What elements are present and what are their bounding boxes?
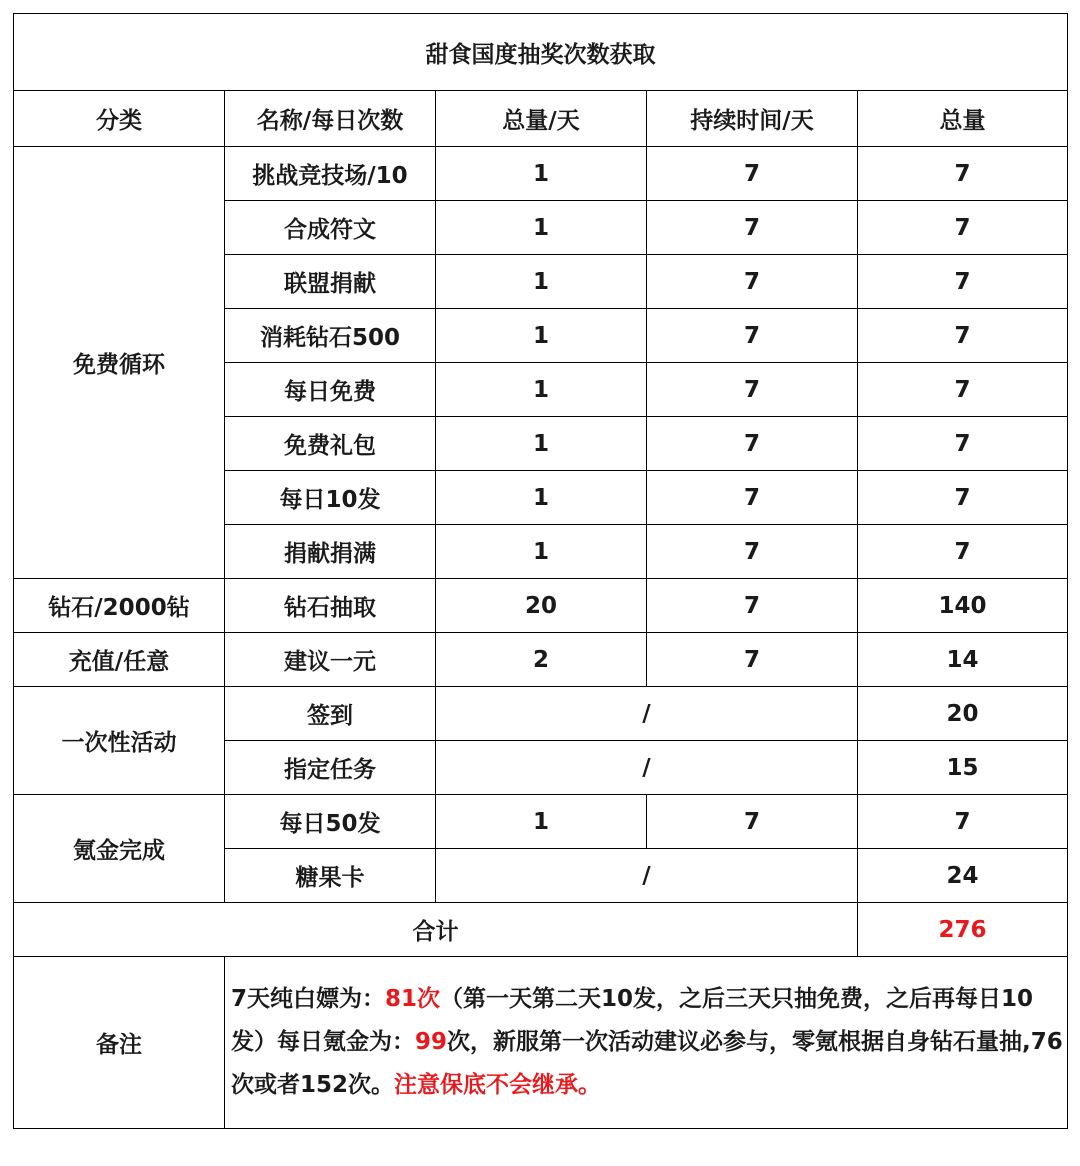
item-duration: 7	[647, 363, 858, 417]
item-total: 7	[858, 471, 1068, 525]
note-part-1: 7天纯白嫖为：	[231, 986, 386, 1012]
note-warning: 注意保底不会继承。	[394, 1072, 602, 1098]
item-duration: 7	[647, 579, 858, 633]
item-total: 7	[858, 363, 1068, 417]
item-name: 每日10发	[225, 471, 436, 525]
item-name: 消耗钻石500	[225, 309, 436, 363]
item-per-day: 2	[436, 633, 647, 687]
item-per-day: 1	[436, 525, 647, 579]
item-total: 7	[858, 147, 1068, 201]
item-per-day: 1	[436, 201, 647, 255]
category-cell-diamond: 钻石/2000钻	[14, 579, 225, 633]
item-name: 挑战竞技场/10	[225, 147, 436, 201]
table-row	[14, 687, 1068, 741]
item-total: 7	[858, 525, 1068, 579]
item-per-day: 1	[436, 309, 647, 363]
item-total: 7	[858, 201, 1068, 255]
note-free-count: 81次	[385, 986, 441, 1012]
table-row	[14, 579, 1068, 633]
item-name: 指定任务	[225, 741, 436, 795]
title-row	[14, 14, 1068, 91]
category-cell-onetime: 一次性活动	[14, 687, 225, 795]
item-total: 14	[858, 633, 1068, 687]
item-name: 每日50发	[225, 795, 436, 849]
lottery-table-container	[13, 13, 1068, 1129]
item-duration: 7	[647, 525, 858, 579]
table-row	[14, 795, 1068, 849]
item-duration: 7	[647, 255, 858, 309]
note-text	[225, 957, 1068, 1129]
item-duration: 7	[647, 471, 858, 525]
item-duration: 7	[647, 417, 858, 471]
item-name: 捐献捐满	[225, 525, 436, 579]
item-name: 免费礼包	[225, 417, 436, 471]
item-name: 建议一元	[225, 633, 436, 687]
note-part-3: （第一天第二天10发，之后三天只抽免费，之后再每日10发）每日氪金为：	[231, 986, 1034, 1055]
lottery-count-table	[13, 13, 1068, 1129]
item-per-day: 1	[436, 795, 647, 849]
sum-value: 276	[858, 903, 1068, 957]
item-total: 15	[858, 741, 1068, 795]
item-per-day: 1	[436, 147, 647, 201]
item-total: 24	[858, 849, 1068, 903]
item-duration: 7	[647, 633, 858, 687]
header-duration: 持续时间/天	[647, 91, 858, 147]
note-row	[14, 957, 1068, 1129]
item-duration: 7	[647, 795, 858, 849]
category-cell-paid: 氪金完成	[14, 795, 225, 903]
item-total: 7	[858, 417, 1068, 471]
sum-row	[14, 903, 1068, 957]
item-total: 20	[858, 687, 1068, 741]
item-per-day: 1	[436, 255, 647, 309]
item-name: 糖果卡	[225, 849, 436, 903]
header-name: 名称/每日次数	[225, 91, 436, 147]
note-paid-count: 99	[415, 1029, 448, 1055]
header-row	[14, 91, 1068, 147]
item-duration: 7	[647, 309, 858, 363]
item-name: 签到	[225, 687, 436, 741]
item-total: 140	[858, 579, 1068, 633]
note-part-5: 次，新服第一次活动建议必参与，零氪根据自身钻石量抽,76次或者152次。	[231, 1029, 1063, 1098]
table-row	[14, 633, 1068, 687]
item-duration: 7	[647, 201, 858, 255]
item-total: 7	[858, 255, 1068, 309]
table-row	[14, 147, 1068, 201]
item-per-day: 20	[436, 579, 647, 633]
item-merged: /	[436, 741, 858, 795]
item-merged: /	[436, 687, 858, 741]
item-per-day: 1	[436, 417, 647, 471]
item-name: 钻石抽取	[225, 579, 436, 633]
item-name: 合成符文	[225, 201, 436, 255]
item-total: 7	[858, 309, 1068, 363]
item-total: 7	[858, 795, 1068, 849]
item-duration: 7	[647, 147, 858, 201]
sum-label: 合计	[14, 903, 858, 957]
item-name: 联盟捐献	[225, 255, 436, 309]
table-title: 甜食国度抽奖次数获取	[14, 14, 1068, 91]
header-total: 总量	[858, 91, 1068, 147]
category-cell-free: 免费循环	[14, 147, 225, 579]
note-label: 备注	[14, 957, 225, 1129]
item-name: 每日免费	[225, 363, 436, 417]
item-per-day: 1	[436, 363, 647, 417]
item-merged: /	[436, 849, 858, 903]
item-per-day: 1	[436, 471, 647, 525]
category-cell-recharge: 充值/任意	[14, 633, 225, 687]
header-category: 分类	[14, 91, 225, 147]
header-per-day: 总量/天	[436, 91, 647, 147]
